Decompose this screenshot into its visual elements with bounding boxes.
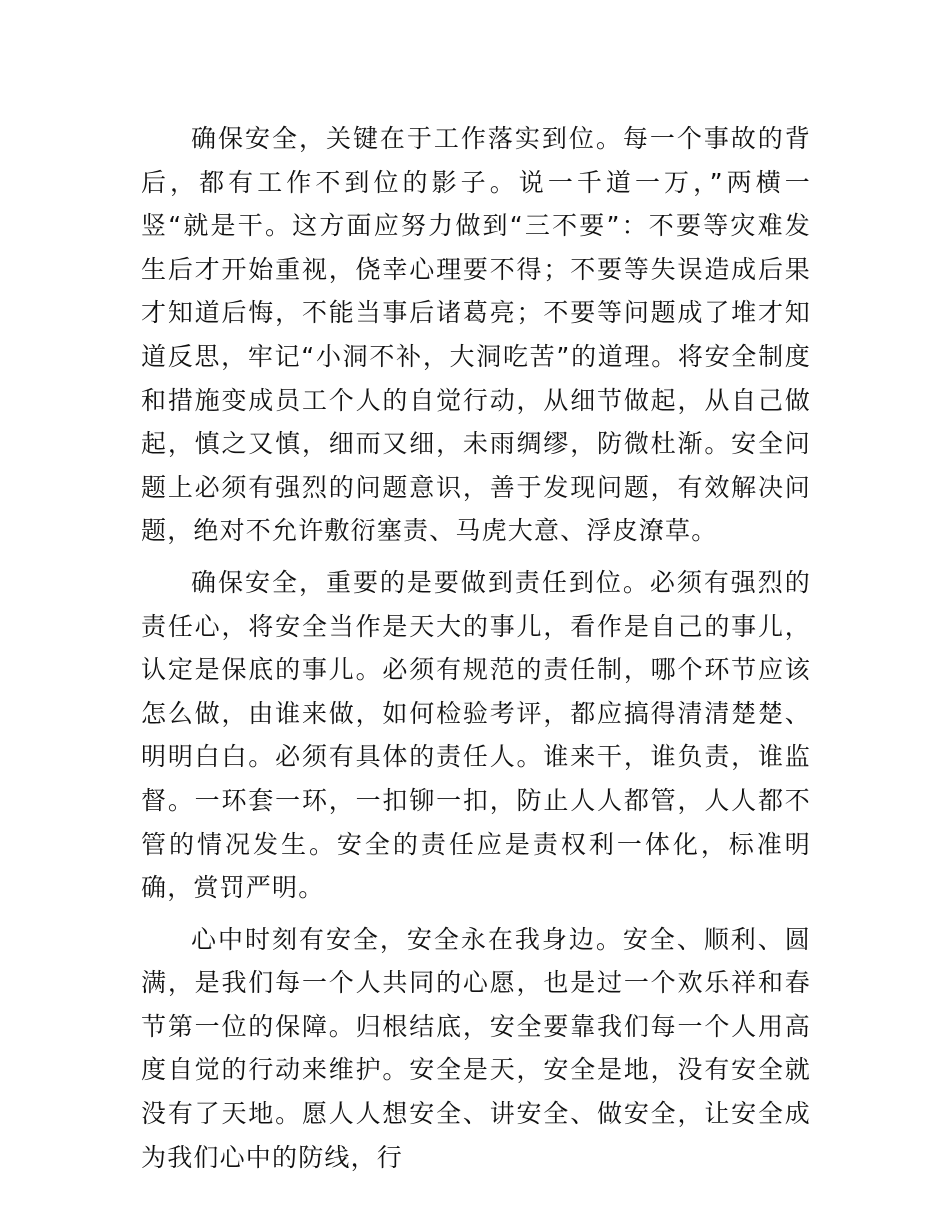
paragraph-responsibility-in-place: 确保安全，重要的是要做到责任到位。必须有强烈的责任心，将安全当作是天大的事儿，看作是自己的事儿，认定是保底的事儿。必须有规范的责任制，哪个环节应该怎么做，由谁来做，如何检验考评，都应搞得清清楚楚、明明白白。必须有具体的责任人。谁来干，谁负责，谁监督。一环套一环，一扣铆一扣，防止人人都管，人人都不管的情况发生。安全的责任应是责权利一体化，标准明确，赏罚严明。 [141,567,811,903]
paragraph-work-in-place: 确保安全，关键在于工作落实到位。每一个事故的背后，都有工作不到位的影子。说一千道一万，”两横一竖“就是干。这方面应努力做到“三不要”：不要等灾难发生后才开始重视，侥幸心理要不得；不要等失误造成后果才知道后悔，不能当事后诸葛亮；不要等问题成了堆才知道反思，牢记“小洞不补，大洞吃苦”的道理。将安全制度和措施变成员工个人的自觉行动，从细节做起，从自己做起，慎之又慎，细而又细，未雨绸缪，防微杜渐。安全问题上必须有强烈的问题意识，善于发现问题，有效解决问题，绝对不允许敷衍塞责、马虎大意、浮皮潦草。 [141,124,811,546]
document-page [141,117,811,1187]
paragraph-safety-in-heart: 心中时刻有安全，安全永在我身边。安全、顺利、圆满，是我们每一个人共同的心愿，也是过一个欢乐祥和春节第一位的保障。归根结底，安全要靠我们每一个人用高度自觉的行动来维护。安全是天，安全是地，没有安全就没有了天地。愿人人想安全、讲安全、做安全，让安全成为我们心中的防线，行 [141,924,811,1172]
